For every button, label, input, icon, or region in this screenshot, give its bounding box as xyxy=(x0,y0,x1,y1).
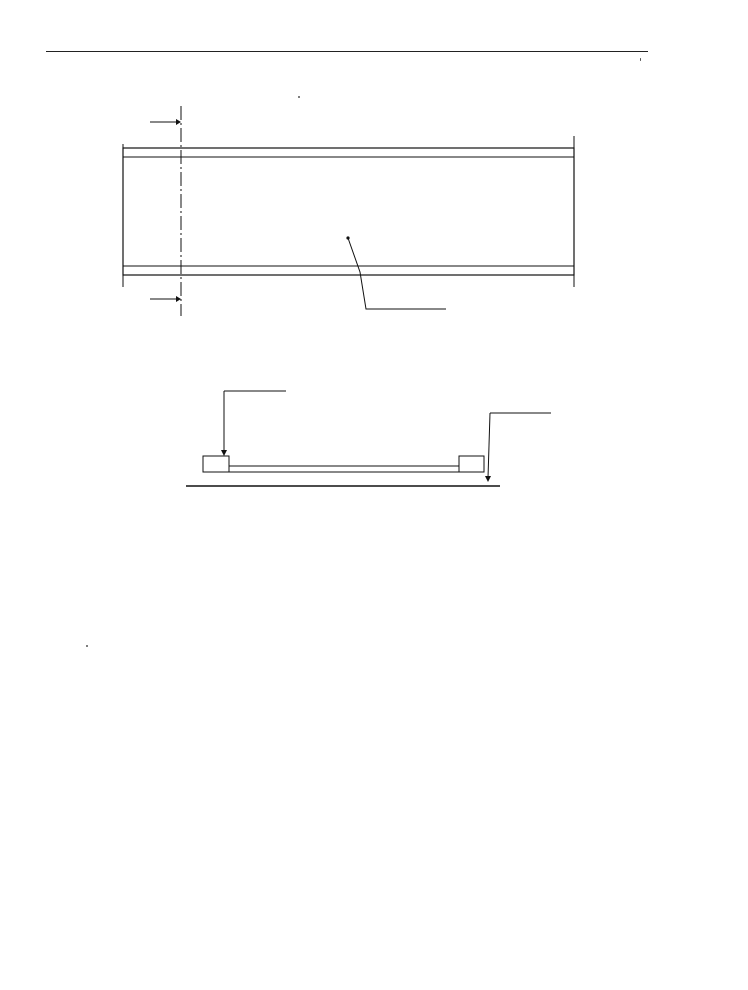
scan-speck xyxy=(640,58,641,61)
mesh-frame xyxy=(123,148,574,275)
section-cut-marker xyxy=(150,106,181,316)
section-aa-view xyxy=(186,456,500,486)
callout-2-leader xyxy=(221,391,286,456)
section-arrow-top-head xyxy=(176,119,181,125)
scan-speck xyxy=(86,645,88,647)
section-arrow-bottom-head xyxy=(176,296,181,302)
mesh-plan-view xyxy=(123,136,574,287)
callout-3-leader xyxy=(485,413,551,482)
batten-left xyxy=(203,456,229,472)
scan-speck xyxy=(298,96,300,98)
batten-right xyxy=(459,456,484,472)
callout-1-leader xyxy=(346,236,446,309)
